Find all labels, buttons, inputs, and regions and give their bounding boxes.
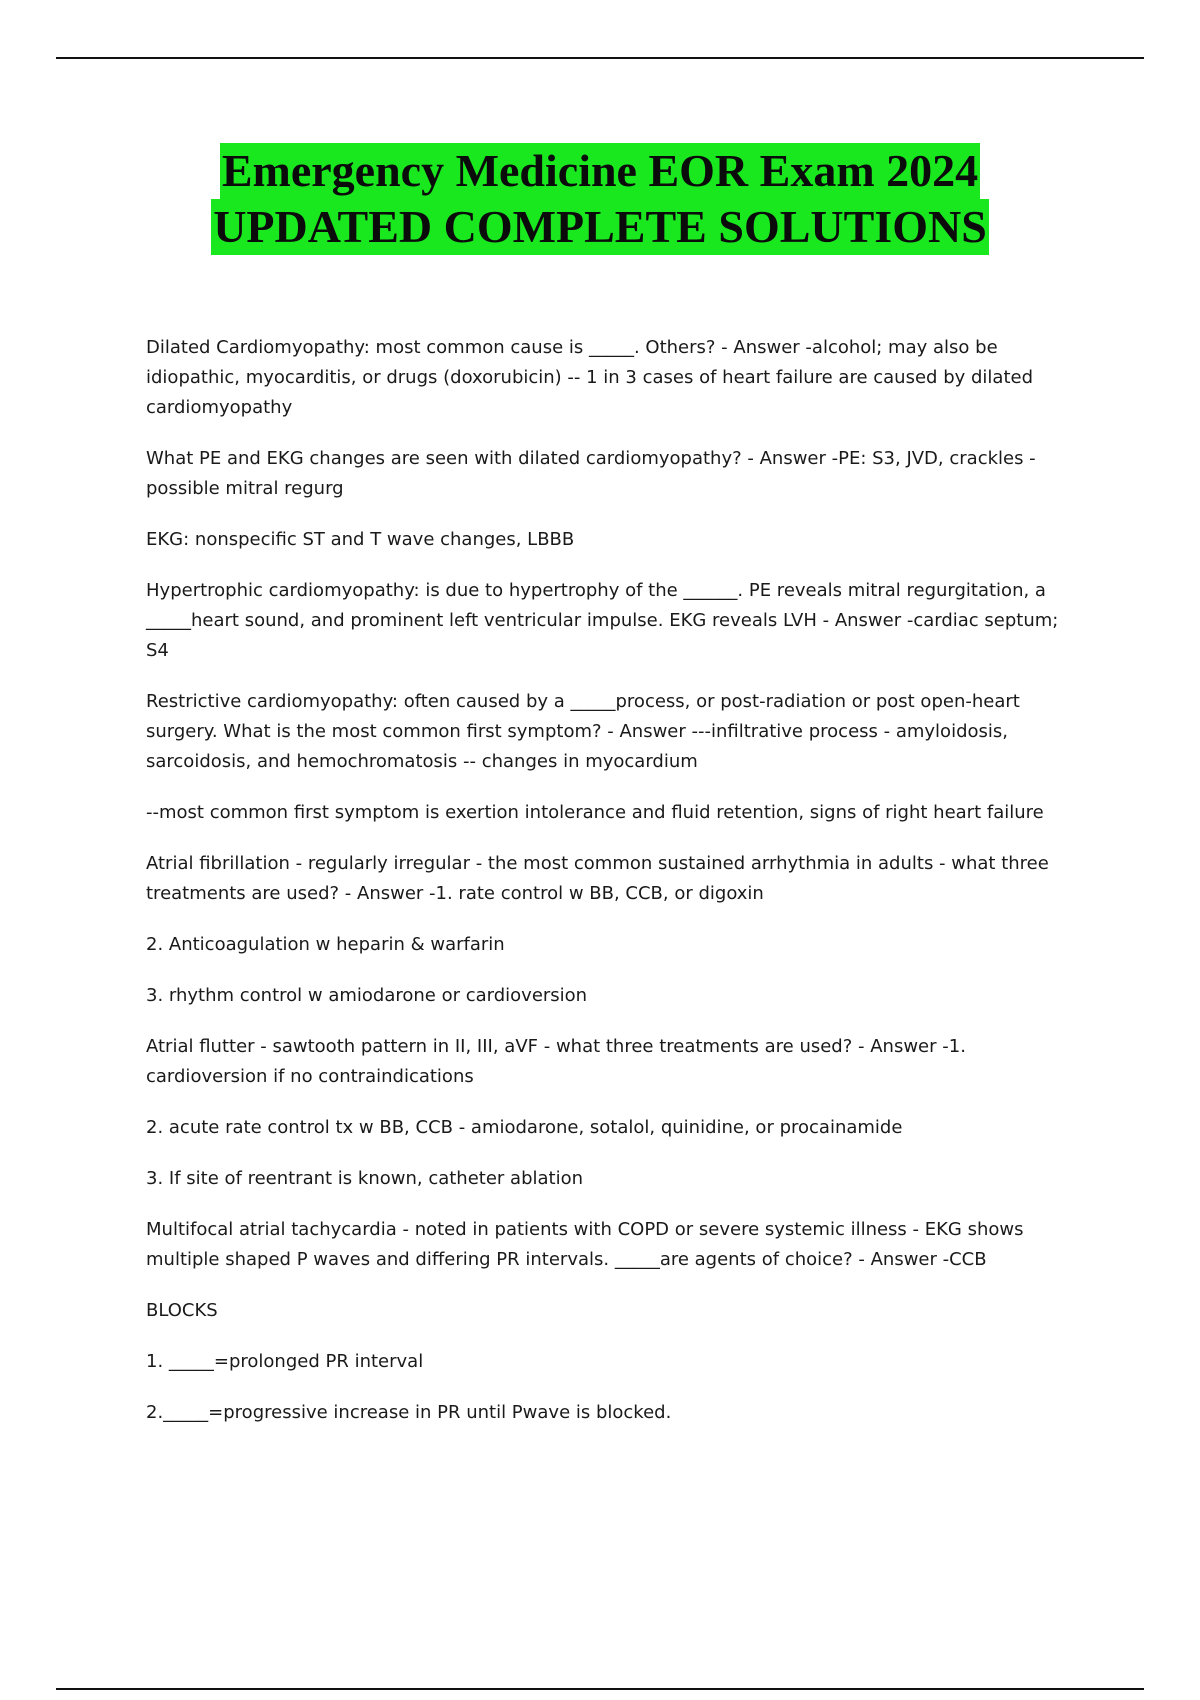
paragraph: 3. If site of reentrant is known, catheter ablation <box>146 1168 584 1189</box>
paragraph: EKG: nonspecific ST and T wave changes, LBBB <box>146 529 575 550</box>
paragraph: Dilated Cardiomyopathy: most common cause is _____. Others? - Answer -alcohol; may also be idiopathic, myocarditis, or drugs (doxorubicin) -- 1 in 3 cases of heart failure are caused by dilated cardiomyopathy <box>146 337 1039 418</box>
paragraph: 3. rhythm control w amiodarone or cardioversion <box>146 985 588 1006</box>
paragraph: Hypertrophic cardiomyopathy: is due to hypertrophy of the ______. PE reveals mitral regurgitation, a _____heart sound, and prominent left ventricular impulse. EKG reveals LVH - Answer -cardiac septum; S4 <box>146 580 1065 661</box>
top-rule <box>56 57 1144 59</box>
paragraph: 1. _____=prolonged PR interval <box>146 1351 424 1372</box>
document-title <box>0 143 1200 255</box>
paragraph: --most common first symptom is exertion intolerance and fluid retention, signs of right heart failure <box>146 802 1044 823</box>
paragraph: Atrial flutter - sawtooth pattern in II, III, aVF - what three treatments are used? - Answer -1. cardioversion if no contraindications <box>146 1036 972 1087</box>
paragraph: Atrial fibrillation - regularly irregular - the most common sustained arrhythmia in adults - what three treatments are used? - Answer -1. rate control w BB, CCB, or digoxin <box>146 853 1055 904</box>
paragraph: 2. Anticoagulation w heparin & warfarin <box>146 934 505 955</box>
paragraph: Restrictive cardiomyopathy: often caused by a _____process, or post-radiation or post open-heart surgery. What is the most common first symptom? - Answer ---infiltrative process - amyloidosis, sarcoidosis, and hemochromatosis -- changes in myocardium <box>146 691 1026 772</box>
paragraph: What PE and EKG changes are seen with dilated cardiomyopathy? - Answer -PE: S3, JVD, crackles - possible mitral regurg <box>146 448 1042 499</box>
title-line-1: Emergency Medicine EOR Exam 2024 <box>220 143 980 199</box>
paragraph: 2._____=progressive increase in PR until Pwave is blocked. <box>146 1402 672 1423</box>
paragraph: Multifocal atrial tachycardia - noted in patients with COPD or severe systemic illness - EKG shows multiple shaped P waves and differing PR intervals. _____are agents of choice? - Answer -CCB <box>146 1219 1030 1270</box>
document-body <box>146 333 1086 1449</box>
bottom-rule <box>56 1688 1144 1690</box>
section-heading-blocks: BLOCKS <box>146 1300 218 1321</box>
paragraph: 2. acute rate control tx w BB, CCB - amiodarone, sotalol, quinidine, or procainamide <box>146 1117 903 1138</box>
title-line-2: UPDATED COMPLETE SOLUTIONS <box>211 199 989 255</box>
